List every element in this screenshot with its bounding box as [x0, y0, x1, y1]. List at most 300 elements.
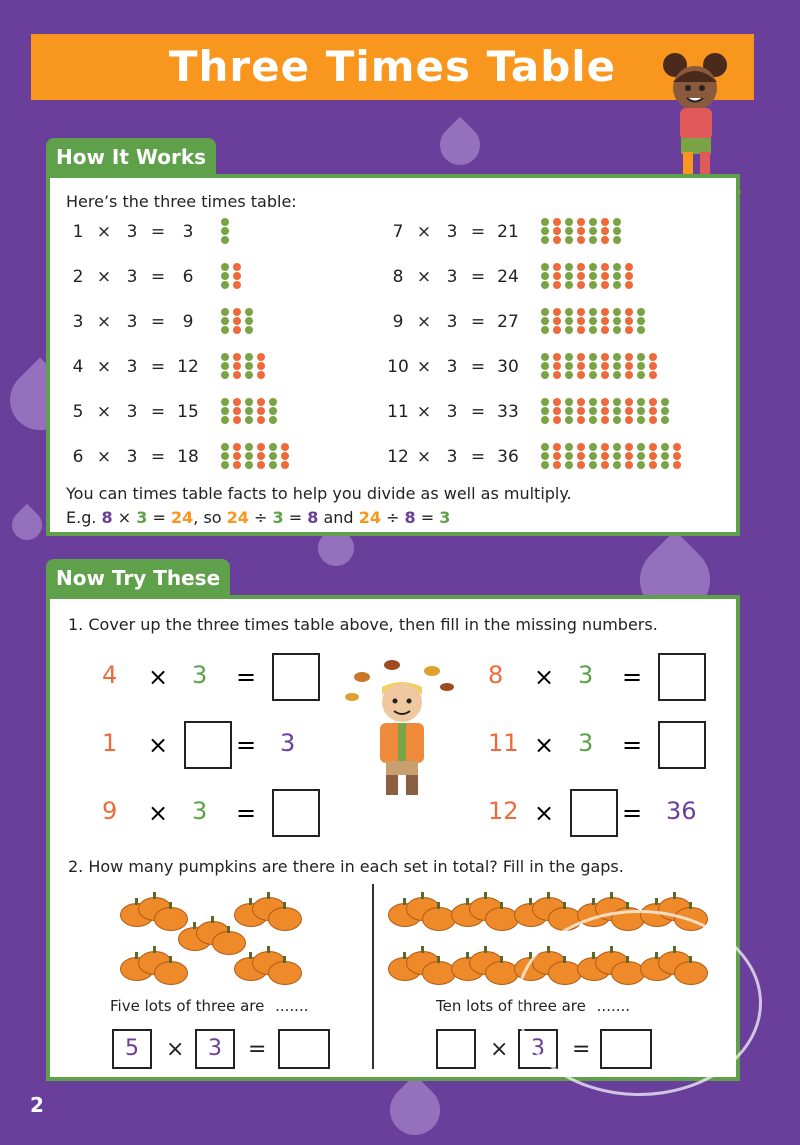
counter-dot [565, 407, 573, 415]
counter-dot [269, 398, 277, 406]
counter-dot [553, 326, 561, 334]
five-lots-label: Five lots of three are [110, 997, 265, 1015]
counter-column [577, 443, 585, 470]
counter-dot [221, 218, 229, 226]
counter-column [553, 443, 561, 470]
counter-dot [601, 272, 609, 280]
counter-dot [625, 407, 633, 415]
counter-dot [577, 362, 585, 370]
equals-sign: = [150, 267, 166, 287]
question-2: 2. How many pumpkins are there in each set in total? Fill in the gaps. [68, 857, 624, 876]
product: 36 [497, 447, 519, 467]
counter-dot [577, 452, 585, 460]
factor-b: 3 [126, 312, 138, 332]
answer-box[interactable] [184, 721, 232, 769]
counter-dot [625, 398, 633, 406]
equation-number: 4 [102, 661, 118, 689]
equals-sign: = [470, 357, 486, 377]
counter-dot [541, 443, 549, 451]
equation-number: 9 [102, 797, 118, 825]
counter-dot [577, 281, 585, 289]
counter-dot [257, 452, 265, 460]
counter-dot [245, 362, 253, 370]
table-row [386, 357, 706, 383]
product: 33 [497, 402, 519, 422]
counter-dot [661, 398, 669, 406]
counter-dot [613, 263, 621, 271]
counter-dot [577, 416, 585, 424]
counter-dot [577, 326, 585, 334]
background-drop [380, 1075, 451, 1145]
counter-dot [577, 443, 585, 451]
counter-dot [233, 416, 241, 424]
counter-dot [553, 218, 561, 226]
counter-column [565, 308, 573, 335]
counter-dot [589, 317, 597, 325]
counter-dot [221, 308, 229, 316]
counter-dot [257, 461, 265, 469]
counter-dot [625, 263, 633, 271]
counter-dot [541, 371, 549, 379]
counter-dot [541, 272, 549, 280]
counter-column [221, 398, 229, 425]
factor-a: 2 [72, 267, 84, 287]
counter-dot [577, 218, 585, 226]
counter-dot [577, 227, 585, 235]
equals-sign: = [236, 799, 257, 827]
factor-b: 3 [126, 222, 138, 242]
counter-dot [553, 371, 561, 379]
counter-dot [541, 326, 549, 334]
counter-dot [589, 371, 597, 379]
counter-dot [649, 461, 657, 469]
counter-dot [565, 443, 573, 451]
answer-box[interactable] [570, 789, 618, 837]
example-number: 8 [101, 508, 113, 527]
equals-sign: = [622, 731, 643, 759]
counter-dot [589, 236, 597, 244]
counter-column [613, 218, 621, 245]
example-number: 3 [136, 508, 148, 527]
counter-dot [649, 362, 657, 370]
counter-dot [649, 416, 657, 424]
how-it-works-tab [46, 138, 216, 176]
counter-dot [245, 461, 253, 469]
times-sign: × [96, 222, 112, 242]
counter-dot [577, 272, 585, 280]
counter-dot [269, 416, 277, 424]
counter-dot [245, 407, 253, 415]
counter-column [649, 443, 657, 470]
counter-dot [625, 272, 633, 280]
now-try-tab [46, 559, 230, 597]
times-sign: × [96, 312, 112, 332]
counter-dot [541, 317, 549, 325]
counter-column [613, 443, 621, 470]
factor-b: 3 [446, 267, 458, 287]
counter-dot [637, 416, 645, 424]
counter-dot [589, 398, 597, 406]
counter-dot [565, 353, 573, 361]
answer-box[interactable] [436, 1029, 476, 1069]
equals-sign: = [470, 447, 486, 467]
counter-dot [233, 362, 241, 370]
answer-box[interactable] [272, 653, 320, 701]
set-divider [372, 884, 374, 1069]
product: 27 [497, 312, 519, 332]
counter-dot [601, 263, 609, 271]
counter-dot [233, 398, 241, 406]
counter-column [625, 398, 633, 425]
counter-column [553, 263, 561, 290]
example-number: 8 [307, 508, 319, 527]
counter-column [281, 443, 289, 470]
background-drop [432, 117, 489, 174]
counter-column [625, 443, 633, 470]
answer-box[interactable] [278, 1029, 330, 1069]
counter-dot [541, 263, 549, 271]
counter-column [637, 353, 645, 380]
times-sign: × [534, 663, 555, 691]
counter-dot [649, 398, 657, 406]
product: 12 [177, 357, 199, 377]
counter-dot [637, 461, 645, 469]
counter-dot [613, 353, 621, 361]
counter-dot [613, 317, 621, 325]
example-prefix: E.g. [66, 508, 97, 527]
times-sign: × [96, 402, 112, 422]
counter-column [221, 443, 229, 470]
counter-column [541, 263, 549, 290]
counter-dot [661, 416, 669, 424]
counter-dot [613, 326, 621, 334]
counter-dot [601, 371, 609, 379]
counter-dot [601, 227, 609, 235]
equals-sign: = [150, 312, 166, 332]
counter-dot [589, 272, 597, 280]
counter-column [257, 353, 265, 380]
equation-number: 3 [192, 661, 208, 689]
table-row [66, 222, 386, 248]
counter-column [649, 398, 657, 425]
times-sign: × [416, 402, 432, 422]
counter-dot [245, 317, 253, 325]
counter-dot [577, 407, 585, 415]
counter-dot [281, 452, 289, 460]
counter-dot [625, 326, 633, 334]
counter-dot [589, 407, 597, 415]
times-sign: × [96, 447, 112, 467]
counter-dot [553, 308, 561, 316]
counter-column [553, 308, 561, 335]
counter-column [541, 308, 549, 335]
counter-dot [269, 407, 277, 415]
counter-column [245, 308, 253, 335]
times-sign: × [416, 222, 432, 242]
times-sign: × [117, 508, 132, 527]
equals-sign: = [236, 731, 257, 759]
counter-dot [269, 461, 277, 469]
counter-dot [553, 227, 561, 235]
five-eq-b: 3 [208, 1036, 222, 1061]
counter-dot [565, 308, 573, 316]
counter-dot [245, 353, 253, 361]
example-number: 24 [171, 508, 194, 527]
answer-box-filled[interactable] [112, 1029, 152, 1069]
counter-dot [613, 416, 621, 424]
table-row [66, 357, 386, 383]
counter-dot [233, 281, 241, 289]
counter-dot [221, 281, 229, 289]
counter-column [589, 398, 597, 425]
counter-column [637, 308, 645, 335]
counter-column [625, 353, 633, 380]
counter-dot [589, 227, 597, 235]
counter-column [661, 398, 669, 425]
counter-dot [541, 362, 549, 370]
factor-a: 12 [387, 447, 409, 467]
counter-dot [221, 236, 229, 244]
counter-dot [553, 236, 561, 244]
counter-dot [649, 452, 657, 460]
counter-column [221, 263, 229, 290]
counter-dot [553, 398, 561, 406]
equals-sign: = [150, 402, 166, 422]
counter-column [601, 353, 609, 380]
times-sign: × [416, 447, 432, 467]
counter-dot [589, 452, 597, 460]
factor-a: 5 [72, 402, 84, 422]
counter-dot [613, 236, 621, 244]
counter-column [541, 353, 549, 380]
counter-column [553, 218, 561, 245]
counter-column [233, 263, 241, 290]
factor-a: 3 [72, 312, 84, 332]
divide-sign: ÷ [386, 508, 400, 527]
times-sign: × [534, 799, 555, 827]
counter-dot [221, 407, 229, 415]
factor-a: 4 [72, 357, 84, 377]
counter-dot [541, 308, 549, 316]
product: 30 [497, 357, 519, 377]
counter-column [565, 443, 573, 470]
counter-column [221, 308, 229, 335]
counter-dot [589, 263, 597, 271]
table-row [386, 222, 706, 248]
counter-dot [541, 416, 549, 424]
counter-dot [601, 398, 609, 406]
counter-dot [233, 461, 241, 469]
counter-column [221, 218, 229, 245]
counter-dot [565, 398, 573, 406]
counter-column [565, 353, 573, 380]
pumpkin-icon [154, 961, 188, 985]
counter-dot [637, 371, 645, 379]
counter-dot [233, 371, 241, 379]
counter-column [269, 398, 277, 425]
counter-dot [553, 317, 561, 325]
counter-column [577, 308, 585, 335]
boy-illustration [342, 657, 462, 807]
five-eq-a: 5 [125, 1036, 139, 1061]
table-row [66, 312, 386, 338]
counter-dot [637, 398, 645, 406]
counter-dot [601, 281, 609, 289]
counter-dot [221, 317, 229, 325]
equation-number: 8 [488, 661, 504, 689]
counter-column [589, 263, 597, 290]
counter-dot [649, 371, 657, 379]
counter-column [577, 263, 585, 290]
counter-dot [637, 452, 645, 460]
counter-column [589, 218, 597, 245]
counter-dot [541, 398, 549, 406]
times-sign: × [416, 267, 432, 287]
counter-column [577, 218, 585, 245]
counter-column [541, 443, 549, 470]
counter-dot [589, 281, 597, 289]
equation-number: 11 [488, 729, 519, 757]
counter-dot [577, 353, 585, 361]
counter-dot [589, 326, 597, 334]
counter-dot [637, 353, 645, 361]
counter-column [625, 263, 633, 290]
counter-dot [233, 407, 241, 415]
answer-box-filled[interactable] [195, 1029, 235, 1069]
counter-dot [613, 227, 621, 235]
counter-dot [541, 353, 549, 361]
factor-a: 7 [392, 222, 404, 242]
counter-dot [257, 407, 265, 415]
counter-column [565, 263, 573, 290]
answer-box[interactable] [658, 653, 706, 701]
counter-dot [553, 281, 561, 289]
counter-dot [553, 443, 561, 451]
counter-dot [601, 236, 609, 244]
ten-lots-label: Ten lots of three are [436, 997, 586, 1015]
ten-eq-b: 3 [531, 1036, 545, 1061]
equals-sign: = [248, 1037, 267, 1062]
counter-dot [637, 317, 645, 325]
counter-column [601, 263, 609, 290]
counter-dot [245, 416, 253, 424]
counter-dot [613, 461, 621, 469]
counter-dot [269, 443, 277, 451]
factor-a: 11 [387, 402, 409, 422]
counter-dot [613, 371, 621, 379]
equals-sign: = [152, 508, 166, 527]
counter-dot [281, 443, 289, 451]
counter-dot [553, 461, 561, 469]
counter-dot [625, 416, 633, 424]
counter-dot [269, 452, 277, 460]
counter-column [637, 398, 645, 425]
counter-dot [257, 371, 265, 379]
counter-dot [577, 308, 585, 316]
pumpkin-icon [268, 961, 302, 985]
table-row [66, 267, 386, 293]
counter-dot [601, 218, 609, 226]
counter-dot [565, 416, 573, 424]
equation-number: 3 [192, 797, 208, 825]
counter-column [245, 398, 253, 425]
factor-a: 9 [392, 312, 404, 332]
counter-dot [221, 416, 229, 424]
counter-dot [625, 362, 633, 370]
counter-column [541, 218, 549, 245]
counter-dot [637, 407, 645, 415]
times-sign: × [148, 731, 169, 759]
times-sign: × [148, 799, 169, 827]
counter-dot [613, 443, 621, 451]
pumpkin-icon [212, 931, 246, 955]
counter-dot [553, 263, 561, 271]
now-try-heading: Now Try These [56, 566, 221, 590]
counter-dot [613, 308, 621, 316]
table-row [386, 402, 706, 428]
counter-dot [565, 236, 573, 244]
factor-b: 3 [126, 357, 138, 377]
product: 6 [182, 267, 194, 287]
counter-dot [649, 407, 657, 415]
answer-box[interactable] [272, 789, 320, 837]
counter-column [613, 353, 621, 380]
pumpkin-icon [154, 907, 188, 931]
counter-dot [625, 281, 633, 289]
counter-column [565, 218, 573, 245]
equals-sign: = [288, 508, 303, 527]
counter-dot [613, 398, 621, 406]
counter-column [553, 398, 561, 425]
counter-dot [233, 272, 241, 280]
answer-box[interactable] [658, 721, 706, 769]
page-number: 2 [30, 1093, 44, 1117]
factor-a: 8 [392, 267, 404, 287]
counter-dot [637, 443, 645, 451]
counter-column [541, 398, 549, 425]
factor-b: 3 [446, 357, 458, 377]
counter-dot [257, 443, 265, 451]
counter-dot [221, 362, 229, 370]
counter-dot [245, 452, 253, 460]
times-sign: × [96, 267, 112, 287]
equals-sign: = [420, 508, 435, 527]
counter-dot [221, 371, 229, 379]
example-number: 8 [404, 508, 416, 527]
counter-dot [233, 326, 241, 334]
equation-number: 3 [578, 729, 594, 757]
counter-dot [565, 317, 573, 325]
counter-dot [553, 272, 561, 280]
factor-b: 3 [126, 447, 138, 467]
counter-dot [661, 443, 669, 451]
counter-dot [233, 443, 241, 451]
pumpkin-icon [268, 907, 302, 931]
counter-dot [541, 218, 549, 226]
counter-column [625, 308, 633, 335]
counter-dot [281, 461, 289, 469]
counter-column [673, 443, 681, 470]
counter-column [577, 353, 585, 380]
counter-dot [625, 371, 633, 379]
certification-stamp [516, 910, 762, 1096]
counter-dot [589, 308, 597, 316]
counter-dot [221, 272, 229, 280]
counter-dot [553, 407, 561, 415]
counter-dot [565, 452, 573, 460]
counter-dot [245, 398, 253, 406]
counter-dot [601, 317, 609, 325]
